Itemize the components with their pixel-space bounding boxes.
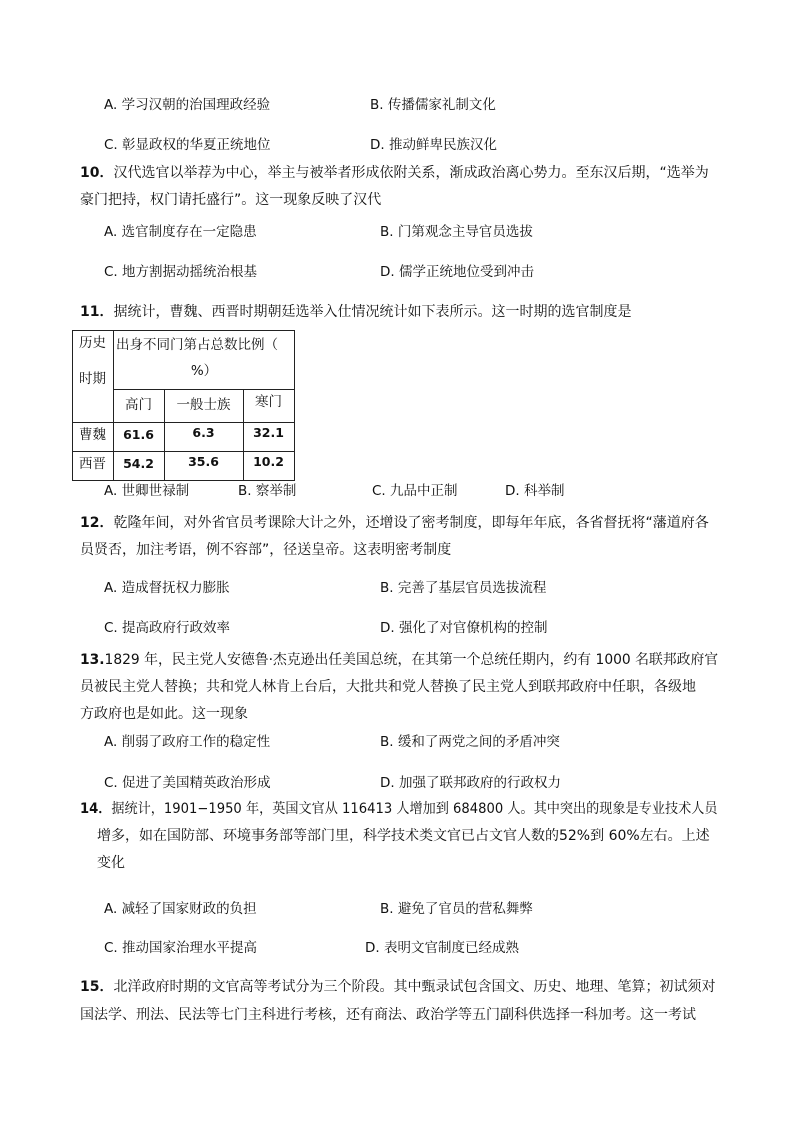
q11-text-1: 据统计，曹魏、西晋时期朝廷选举入仕情况统计如下表所示。这一时期的选官制度是 — [113, 304, 632, 320]
cell-xijin-gaomen: 54.2 — [123, 456, 154, 471]
q12-number: 12． — [80, 515, 114, 531]
q13-stem-line3: 方政府也是如此。这一现象 — [80, 706, 248, 722]
q9-option-a: A. 学习汉朝的治国理政经验 — [104, 97, 271, 113]
q12-option-d: D. 强化了对官僚机构的控制 — [380, 620, 548, 636]
q12-stem-line1 — [80, 513, 709, 533]
col-header-shizu: 一般士族 — [176, 397, 231, 413]
cell-xijin-hanmen: 10.2 — [253, 454, 284, 469]
q11-option-c: C. 九品中正制 — [372, 483, 458, 499]
q9-option-d: D. 推动鲜卑民族汉化 — [370, 137, 497, 153]
q13-option-d: D. 加强了联邦政府的行政权力 — [380, 775, 561, 791]
header-ratio-2: %） — [190, 363, 218, 379]
q12-option-b: B. 完善了基层官员选拔流程 — [380, 580, 547, 596]
q12-option-c: C. 提高政府行政效率 — [104, 620, 231, 636]
q13-stem-line2: 员被民主党人替换；共和党人林肯上台后，大批共和党人替换了民主党人到联邦政府中任职，各级地 — [80, 679, 696, 695]
q9-option-b: B. 传播儒家礼制文化 — [370, 97, 496, 113]
q13-stem-line1 — [80, 650, 718, 670]
q10-stem-line1 — [80, 163, 709, 183]
q11-option-b: B. 察举制 — [238, 483, 297, 499]
q11-option-d: D. 科举制 — [505, 483, 565, 499]
header-ratio-1: 出身不同门第占总数比例（ — [116, 337, 278, 353]
q14-option-d: D. 表明文官制度已经成熟 — [365, 940, 519, 956]
q13-option-a: A. 削弱了政府工作的稳定性 — [104, 734, 271, 750]
q11-option-a: A. 世卿世禄制 — [104, 483, 190, 499]
q12-stem-line2: 员贤否，加注考语，例不容部”，径送皇帝。这表明密考制度 — [80, 542, 452, 558]
q14-option-a: A. 减轻了国家财政的负担 — [104, 901, 257, 917]
q13-text-1: 1829 年，民主党人安德鲁·杰克逊出任美国总统，在其第一个总统任期内，约有 1000 名联邦政府官 — [104, 652, 719, 668]
q14-option-c: C. 推动国家治理水平提高 — [104, 940, 258, 956]
cell-caowei-hanmen: 32.1 — [253, 425, 284, 440]
cell-caowei-gaomen: 61.6 — [123, 427, 154, 442]
q10-option-d: D. 儒学正统地位受到冲击 — [380, 264, 534, 280]
header-period-2: 时期 — [79, 371, 106, 387]
q11-number: 11． — [80, 304, 114, 320]
q14-option-b: B. 避免了官员的营私舞弊 — [380, 901, 533, 917]
col-header-hanmen: 寒门 — [255, 394, 282, 410]
row-period-caowei: 曹魏 — [79, 427, 106, 443]
q14-stem-line3: 变化 — [97, 855, 125, 871]
q14-stem-line2: 增多，如在国防部、环境事务部等部门里，科学技术类文官已占文官人数的52%到 60%左右。上述 — [97, 828, 710, 844]
q9-option-c: C. 彰显政权的华夏正统地位 — [104, 137, 271, 153]
q14-number: 14． — [80, 801, 112, 817]
q10-text-1: 汉代选官以举荐为中心，举主与被举者形成依附关系，渐成政治离心势力。至东汉后期，“选举为 — [113, 165, 709, 181]
q15-stem-line1 — [80, 977, 715, 997]
cell-xijin-shizu: 35.6 — [188, 454, 219, 469]
q14-text-1: 据统计，1901−1950 年，英国文官从 116413 人增加到 684800 人。其中突出的现象是专业技术人员 — [111, 801, 718, 817]
q12-text-1: 乾隆年间，对外省官员考课除大计之外，还增设了密考制度，即每年年底，各省督抚将“藩道府各 — [113, 515, 709, 531]
cell-caowei-shizu: 6.3 — [192, 425, 215, 440]
q15-stem-line2: 国法学、刑法、民法等七门主科进行考核，还有商法、政治学等五门副科供选择一科加考。这一考试 — [80, 1007, 696, 1023]
q11-stem-line1 — [80, 302, 631, 322]
q13-option-c: C. 促进了美国精英政治形成 — [104, 775, 271, 791]
row-period-xijin: 西晋 — [79, 456, 106, 472]
q13-option-b: B. 缓和了两党之间的矛盾冲突 — [380, 734, 560, 750]
q15-text-1: 北洋政府时期的文官高等考试分为三个阶段。其中甄录试包含国文、历史、地理、笔算；初试须对 — [113, 979, 716, 995]
header-period-1: 历史 — [79, 335, 106, 351]
q15-number: 15． — [80, 979, 114, 995]
q10-stem-line2: 豪门把持，权门请托盛行”。这一现象反映了汉代 — [80, 192, 382, 208]
q13-number: 13. — [80, 652, 105, 668]
q10-option-b: B. 门第观念主导官员选拔 — [380, 224, 533, 240]
q14-stem-line1 — [80, 799, 717, 819]
selection-stats-table — [72, 330, 295, 480]
col-header-gaomen: 高门 — [125, 397, 152, 413]
q10-option-a: A. 选官制度存在一定隐患 — [104, 224, 257, 240]
q10-number: 10． — [80, 165, 114, 181]
q12-option-a: A. 造成督抚权力膨胀 — [104, 580, 230, 596]
q10-option-c: C. 地方割据动摇统治根基 — [104, 264, 258, 280]
